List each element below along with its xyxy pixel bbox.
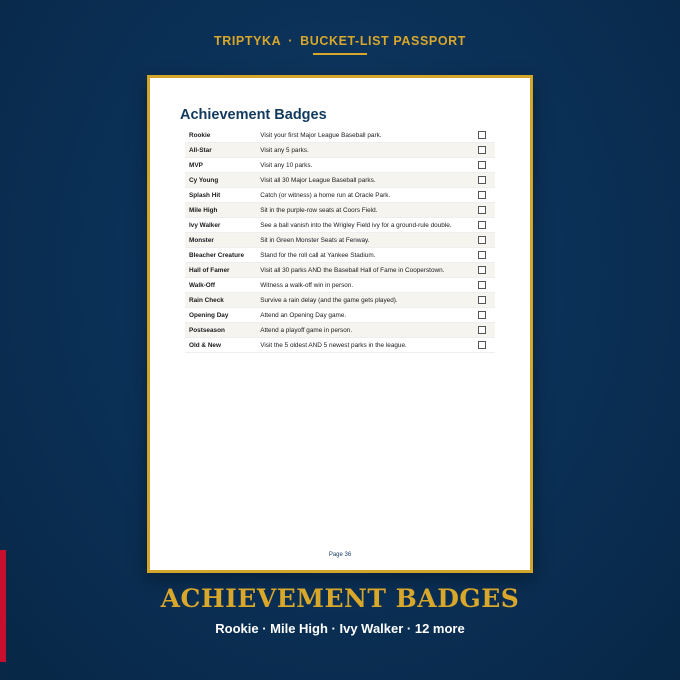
footer-subtitle: Rookie · Mile High · Ivy Walker · 12 more [215, 621, 465, 636]
badge-name: Old & New [185, 338, 256, 353]
badge-check-cell [468, 218, 495, 233]
badge-description: Sit in Green Monster Seats at Fenway. [256, 233, 468, 248]
badge-check-cell [468, 263, 495, 278]
badge-checkbox[interactable] [478, 251, 486, 259]
badge-description: Witness a walk-off win in person. [256, 278, 468, 293]
badge-description: Survive a rain delay (and the game gets played). [256, 293, 468, 308]
badge-row [185, 338, 495, 353]
badge-description: Sit in the purple-row seats at Coors Field. [256, 203, 468, 218]
brand-separator: · [288, 34, 294, 48]
badge-row [185, 218, 495, 233]
page-title: Achievement Badges [180, 107, 327, 123]
badge-check-cell [468, 158, 495, 173]
badge-name: All-Star [185, 143, 256, 158]
badge-table [185, 128, 495, 353]
badge-check-cell [468, 173, 495, 188]
badge-check-cell [468, 233, 495, 248]
badge-check-cell [468, 248, 495, 263]
badge-checkbox[interactable] [478, 236, 486, 244]
badge-description: Visit any 10 parks. [256, 158, 468, 173]
badge-row [185, 203, 495, 218]
badge-checkbox[interactable] [478, 221, 486, 229]
brand-underline [313, 53, 367, 55]
badge-check-cell [468, 323, 495, 338]
document-page [147, 75, 533, 573]
badge-check-cell [468, 143, 495, 158]
badge-check-cell [468, 128, 495, 143]
badge-description: Visit all 30 Major League Baseball parks. [256, 173, 468, 188]
badge-checkbox[interactable] [478, 341, 486, 349]
product-name: BUCKET-LIST PASSPORT [300, 34, 467, 48]
badge-name: Postseason [185, 323, 256, 338]
badge-name: Ivy Walker [185, 218, 256, 233]
badge-description: Stand for the roll call at Yankee Stadium. [256, 248, 468, 263]
badge-checkbox[interactable] [478, 311, 486, 319]
badge-name: Bleacher Creature [185, 248, 256, 263]
badge-name: Rookie [185, 128, 256, 143]
badge-name: Splash Hit [185, 188, 256, 203]
badge-row [185, 323, 495, 338]
badge-checkbox[interactable] [478, 176, 486, 184]
badge-row [185, 158, 495, 173]
badge-row [185, 143, 495, 158]
brand-header [0, 34, 680, 48]
badge-checkbox[interactable] [478, 266, 486, 274]
badge-row [185, 278, 495, 293]
badge-checkbox[interactable] [478, 131, 486, 139]
badge-row [185, 173, 495, 188]
badge-description: Visit the 5 oldest AND 5 newest parks in the league. [256, 338, 468, 353]
badge-row [185, 263, 495, 278]
badge-row [185, 248, 495, 263]
badge-check-cell [468, 188, 495, 203]
badge-name: Opening Day [185, 308, 256, 323]
badge-description: Visit all 30 parks AND the Baseball Hall of Fame in Cooperstown. [256, 263, 468, 278]
badge-name: Monster [185, 233, 256, 248]
badge-name: MVP [185, 158, 256, 173]
badge-checkbox[interactable] [478, 281, 486, 289]
footer-title: ACHIEVEMENT BADGES [160, 584, 520, 613]
badge-check-cell [468, 308, 495, 323]
badge-name: Rain Check [185, 293, 256, 308]
badge-row [185, 308, 495, 323]
badge-name: Walk-Off [185, 278, 256, 293]
brand-name: TRIPTYKA [213, 34, 282, 48]
badge-checkbox[interactable] [478, 206, 486, 214]
badge-row [185, 188, 495, 203]
badge-row [185, 293, 495, 308]
badge-row [185, 128, 495, 143]
badge-table-body [185, 128, 495, 353]
page-number: Page 36 [328, 552, 352, 558]
badge-checkbox[interactable] [478, 296, 486, 304]
badge-checkbox[interactable] [478, 191, 486, 199]
badge-check-cell [468, 293, 495, 308]
badge-checkbox[interactable] [478, 326, 486, 334]
badge-name: Cy Young [185, 173, 256, 188]
badge-description: See a ball vanish into the Wrigley Field ivy for a ground-rule double. [256, 218, 468, 233]
badge-checkbox[interactable] [478, 161, 486, 169]
badge-check-cell [468, 338, 495, 353]
badge-name: Mile High [185, 203, 256, 218]
badge-description: Catch (or witness) a home run at Oracle Park. [256, 188, 468, 203]
badge-name: Hall of Famer [185, 263, 256, 278]
badge-row [185, 233, 495, 248]
badge-checkbox[interactable] [478, 146, 486, 154]
badge-description: Attend a playoff game in person. [256, 323, 468, 338]
badge-description: Visit any 5 parks. [256, 143, 468, 158]
badge-check-cell [468, 278, 495, 293]
badge-check-cell [468, 203, 495, 218]
badge-description: Visit your first Major League Baseball park. [256, 128, 468, 143]
badge-description: Attend an Opening Day game. [256, 308, 468, 323]
